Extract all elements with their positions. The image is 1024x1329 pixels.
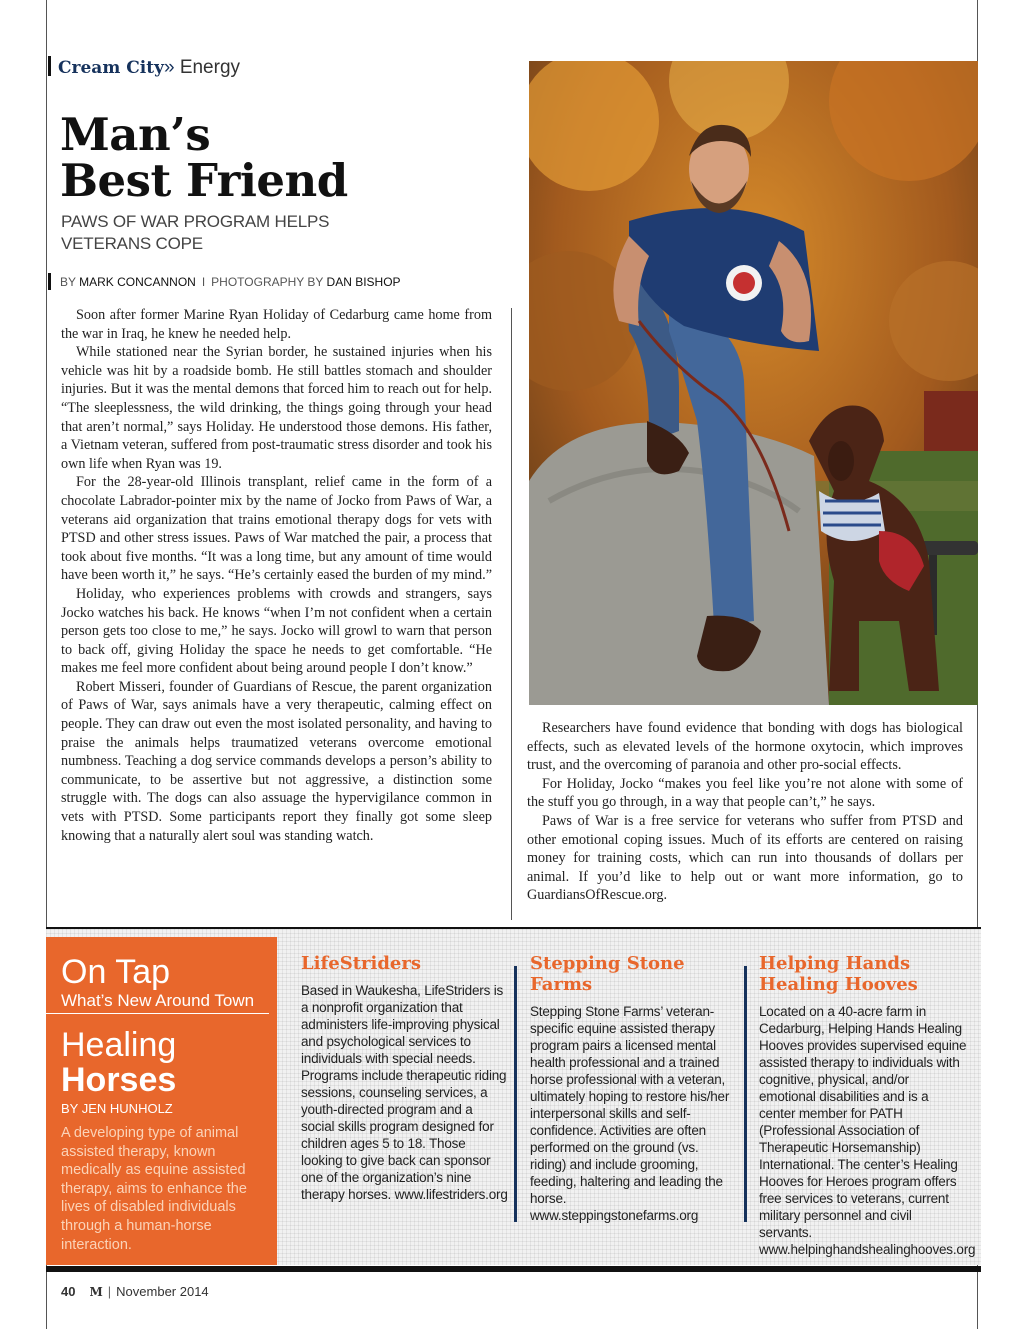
- headline-line-2: Best Friend: [60, 154, 348, 207]
- page-footer: [61, 1284, 209, 1299]
- body-paragraph: Paws of War is a free service for veterans who suffer from PTSD and other emotional coping issues. Much of its efforts are centered on raising money for training costs, which can run into thousands of dollars per animal. If you’d like to help out or want more information, go to GuardiansOfRescue.org.: [527, 812, 963, 904]
- body-paragraph: Researchers have found evidence that bonding with dogs has biological effects, such as elevated levels of the hormone oxytocin, which improves trust, and the overcoming of paranoia and other pro-social effects.: [527, 720, 963, 774]
- sidebar-byline-prefix: BY: [61, 1101, 79, 1116]
- sidebar-heading-line-2: Horses: [61, 1061, 177, 1099]
- body-paragraph: While stationed near the Syrian border, he sustained injuries when his vehicle was hit by a roadside bomb. He still battles stomach and shoulder injuries. But it was the mental demons that forced him to reach out for help. “The sleeplessness, the wild drinking, the things going through your head that aren’t normal,” says Holiday. He understood those demons. His father, a Vietnam veteran, suffered from post-traumatic stress disorder and took his own life when Ryan was 19.: [61, 344, 492, 472]
- on-tap-title: On Tap: [61, 953, 171, 991]
- page-number: 40: [61, 1284, 76, 1299]
- sidebar-column-text: Based in Waukesha, LifeStriders is a nonprofit organization that administers life-improving physical and psychological services to individuals with special needs. Programs include therapeutic riding sessions, counseling services, a youth-directed program and a social skills program designed for children ages 5 to 18. Those looking to give back can sponsor one of the organization’s nine therapy horses. www.lifestriders.org: [301, 983, 508, 1202]
- sidebar-column-rule: [744, 966, 747, 1222]
- kicker-bar: [48, 56, 51, 76]
- sidebar-column-lifestriders: [301, 953, 508, 1203]
- byline-prefix: BY: [60, 275, 76, 289]
- article-photo: [529, 61, 978, 705]
- sidebar-column-helping-hands: [759, 953, 976, 1258]
- on-tap-subtitle: What’s New Around Town: [61, 991, 255, 1010]
- sidebar-author: JEN HUNHOLZ: [81, 1101, 173, 1116]
- sidebar-description: A developing type of animal assisted therapy, known medically as equine assisted therapy, aims to enhance the lives of disabled individuals through a human-horse interaction.: [61, 1125, 247, 1253]
- section-name: Energy: [179, 57, 241, 78]
- body-paragraph: For Holiday, Jocko “makes you feel like you’re not alone with some of the stuff you go through, in a way that people can’t,” he says.: [527, 775, 963, 811]
- body-paragraph: Soon after former Marine Ryan Holiday of Cedarburg came home from the war in Iraq, he knew he needed help.: [61, 307, 492, 342]
- section-kicker: [48, 56, 240, 79]
- article-body-left: [61, 306, 492, 845]
- photo-credit-prefix: PHOTOGRAPHY BY: [211, 275, 324, 289]
- sidebar-column-text: Located on a 40-acre farm in Cedarburg, Helping Hands Healing Hooves provides supervised equine assisted therapy to individuals with cognitive, physical, and/or emotional disabilities and is a center member for PATH (Professional Association of Therapeutic Horsemanship) International. The center’s Healing Hooves for Heroes program offers free services to veterans, current military personnel and civil servants. www.helpinghandshealinghooves.org: [759, 1004, 976, 1257]
- footer-separator: |: [107, 1284, 112, 1299]
- issue-date: November 2014: [116, 1284, 209, 1299]
- sidebar-byline: [61, 1101, 173, 1116]
- magazine-logo: M: [89, 1285, 103, 1299]
- footer-rule: [46, 1266, 981, 1272]
- brand-name: Cream City: [58, 58, 164, 78]
- byline-bar: [48, 273, 51, 290]
- body-paragraph: Holiday, who experiences problems with crowds and strangers, says Jocko watches his back. He knows “when I’m not confident when a certain person gets too close to me,” he says. Jocko will growl to warn that person to back off, giving Holiday the space he needs to get comfortable. “He makes me feel more confident about being around people I don’t know.”: [61, 585, 492, 677]
- article-body-right: [527, 719, 963, 905]
- sidebar-heading-line-1: Healing: [61, 1026, 177, 1064]
- on-tap-divider: [46, 1013, 269, 1014]
- article-dek: PAWS OF WAR PROGRAM HELPS VETERANS COPE: [61, 212, 330, 253]
- author-name: MARK CONCANNON: [79, 275, 196, 289]
- article-byline: [48, 273, 401, 290]
- sidebar-column-title: LifeStriders: [301, 953, 421, 974]
- column-rule: [511, 308, 512, 920]
- kicker-separator: »: [163, 57, 175, 78]
- photographer-name: DAN BISHOP: [326, 275, 401, 289]
- veteran-with-dog-illustration: [529, 61, 978, 705]
- on-tap-panel: [46, 937, 277, 1265]
- headline-line-1: Man’s: [60, 108, 211, 161]
- sidebar-column-title: Stepping Stone Farms: [530, 953, 685, 995]
- sidebar-column-text: Stepping Stone Farms’ veteran-specific equine assisted therapy program pairs a licensed mental health professional and a trained horse professional with a veteran, ultimately hoping to restore his/her interpersonal skills and self-confidence. Activities are often performed on the ground (vs. riding) and include grooming, feeding, haltering and leading the horse. www.steppingstonefarms.org: [530, 1004, 730, 1223]
- byline-separator: I: [201, 275, 206, 289]
- body-paragraph: Robert Misseri, founder of Guardians of Rescue, the parent organization of Paws of War, says animals have a very therapeutic, calming effect on people. They can draw out even the most isolated personality, and having to praise the animals helps traumatized veterans overcome emotional numbness. Teaching a dog service commands develops a person’s ability to communicate, to be assertive but not aggressive, a distinction some struggle with. The dogs can also assuage the hypervigilance common in vets with PTSD. Some participants report they finally got some sleep knowing that a naturally alert soul was standing watch.: [61, 678, 492, 844]
- sidebar-column-rule: [514, 966, 517, 1222]
- body-paragraph: For the 28-year-old Illinois transplant, relief came in the form of a chocolate Labrador-pointer mix by the name of Jocko from Paws of War, a veterans aid organization that trains emotional therapy dogs for vets with PTSD and other stress issues. Paws of War matched the pair, a process that took about five months. “It was a long time, but any amount of time would have been worth it,” he says. “He’s certainly eased the burden of my mind.”: [61, 474, 492, 584]
- article-headline: [60, 108, 480, 207]
- sidebar-column-stepping-stone: [530, 953, 737, 1224]
- sidebar-column-title: Helping Hands Healing Hooves: [759, 953, 918, 995]
